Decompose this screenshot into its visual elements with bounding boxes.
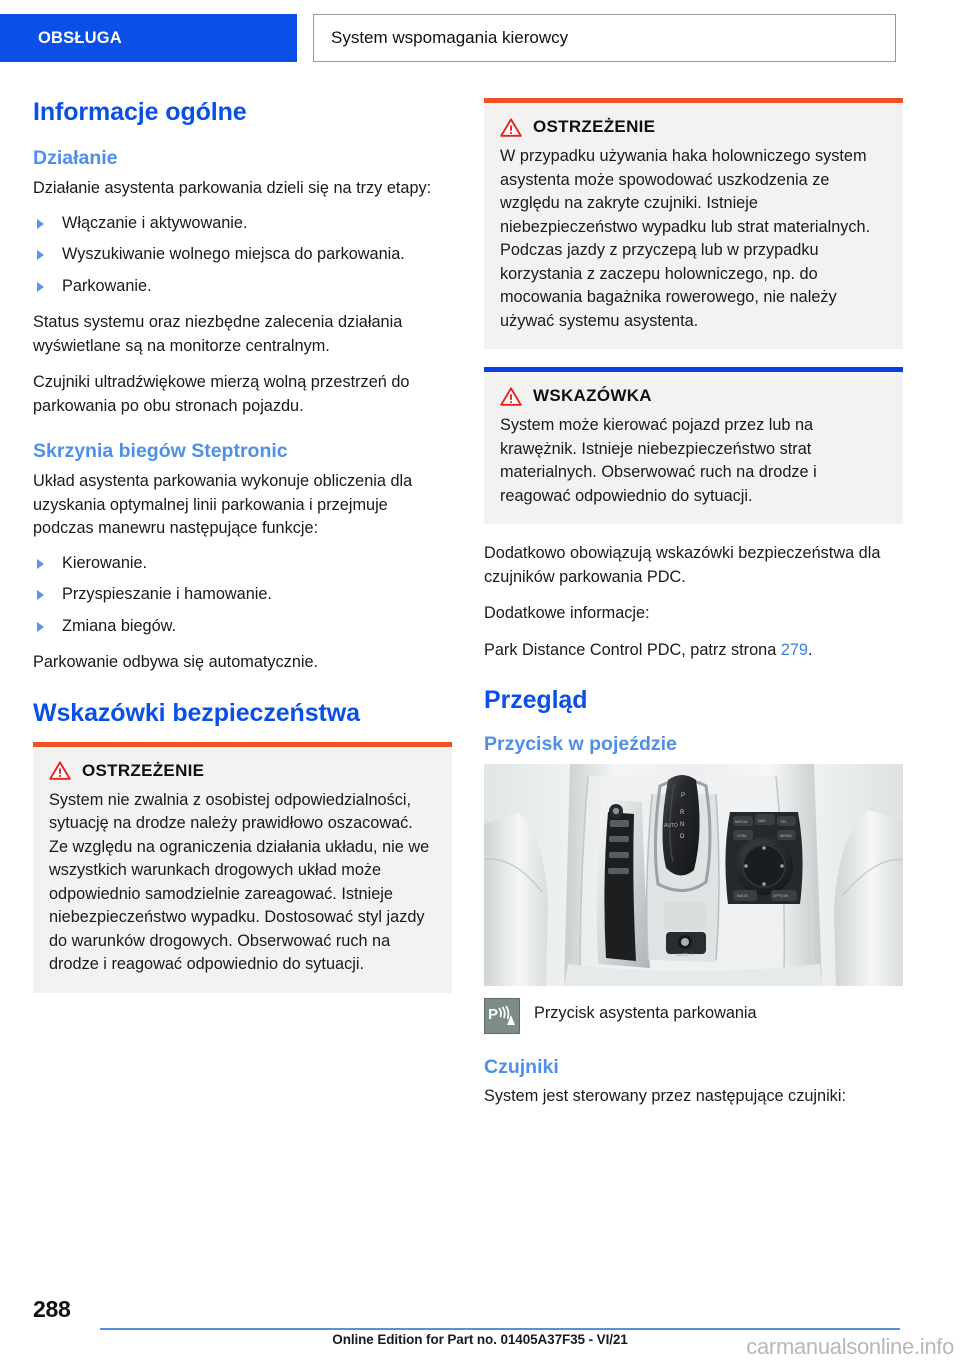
list-item-label: Wyszukiwanie wolnego miejsca do parkowania.	[62, 245, 405, 263]
bullet-triangle-icon	[37, 250, 44, 260]
svg-text:D: D	[680, 834, 685, 840]
warning-callout-right	[484, 98, 903, 349]
figure-caption-row	[484, 998, 903, 1034]
footer-divider	[100, 1328, 900, 1330]
callout-title: OSTRZEŻENIE	[533, 117, 656, 136]
left-column	[33, 98, 452, 1011]
list-item-label: Przyspieszanie i hamowanie.	[62, 585, 272, 603]
list-item	[33, 583, 452, 607]
callout-header	[500, 386, 887, 406]
paragraph-dodatkowe-informacje: Dodatkowe informacje:	[484, 604, 650, 622]
heading-czujniki: Czujniki	[484, 1056, 559, 1078]
list-item	[33, 212, 452, 236]
heading-przycisk-w-pojezdzie: Przycisk w pojeździe	[484, 733, 677, 755]
bullet-triangle-icon	[37, 622, 44, 632]
page-header	[0, 14, 960, 62]
list-item	[33, 275, 452, 299]
warning-triangle-icon	[49, 761, 71, 780]
warning-callout-left	[33, 742, 452, 993]
reference-suffix: .	[807, 640, 813, 659]
bullet-triangle-icon	[37, 219, 44, 229]
callout-title: WSKAZÓWKA	[533, 386, 652, 405]
list-item	[33, 615, 452, 639]
paragraph-dodatkowo: Dodatkowo obowiązują wskazówki bezpieczeństwa dla czujników parkowania PDC.	[484, 544, 881, 586]
warning-triangle-icon	[500, 118, 522, 137]
pdc-park-button-icon	[484, 998, 520, 1034]
paragraph-steptronic-intro: Układ asystenta parkowania wykonuje obliczenia dla uzyskania optymalnej linii parkowania i przejmuje podczas manewru następujące funkcje:	[33, 472, 413, 537]
warning-triangle-icon	[500, 387, 522, 406]
list-item-label: Włączanie i aktywowanie.	[62, 213, 248, 232]
svg-text:MENU: MENU	[780, 833, 792, 838]
paragraph-czujniki-ultra: Czujniki ultradźwiękowe mierzą wolną przestrzeń do parkowania po obu stronach pojazdu.	[33, 373, 410, 415]
paragraph-status-systemu: Status systemu oraz niezbędne zalecenia działania wyświetlane są na monitorze centralnym.	[33, 313, 403, 355]
svg-text:OPTION: OPTION	[773, 893, 789, 898]
right-column	[484, 98, 903, 1122]
paragraph-dzialanie-intro: Działanie asystenta parkowania dzieli się na trzy etapy:	[33, 179, 432, 197]
svg-text:N: N	[680, 822, 685, 828]
svg-text:R: R	[680, 810, 685, 816]
svg-text:P: P	[681, 793, 686, 799]
callout-body: System może kierować pojazd przez lub na krawężnik. Istnieje niebezpieczeństwo strat materialnych. Obserwować ruch na drodze i reagować odpowiednio do sytuacji.	[500, 416, 817, 505]
heading-steptronic: Skrzynia biegów Steptronic	[33, 440, 288, 462]
svg-text:TEL: TEL	[780, 819, 788, 824]
pdc-icon-glyph	[485, 999, 519, 1033]
header-section-title: System wspomagania kierowcy	[313, 14, 896, 62]
paragraph-parkowanie-auto: Parkowanie odbywa się automatycznie.	[33, 653, 319, 671]
svg-text:NAV: NAV	[758, 818, 766, 823]
list-dzialanie-steps	[33, 212, 452, 299]
svg-text:P: P	[488, 1006, 499, 1023]
site-watermark: carmanualsonline.info	[746, 1334, 954, 1359]
heading-dzialanie: Działanie	[33, 147, 118, 169]
svg-text:AUTO H: AUTO H	[676, 952, 693, 957]
bullet-triangle-icon	[37, 559, 44, 569]
list-item-label: Parkowanie.	[62, 276, 152, 295]
paragraph-pdc-reference	[484, 639, 903, 663]
callout-title: OSTRZEŻENIE	[82, 760, 205, 780]
page-footer	[0, 1280, 960, 1362]
paragraph-czujniki: System jest sterowany przez następujące czujniki:	[484, 1087, 846, 1105]
svg-text:BACK: BACK	[737, 893, 748, 898]
list-item-label: Kierowanie.	[62, 553, 148, 572]
header-chapter-tab: OBSŁUGA	[0, 14, 297, 62]
bullet-triangle-icon	[37, 282, 44, 292]
callout-body: System nie zwalnia z osobistej odpowiedzialności, sytuację na drodze należy prawidłowo oszacować. Ze względu na ograniczenia działania układu, nie we wszystkich warunkach drogowych układ może odpowiednio samodzielnie zareagować. Istnieje niebezpieczeństwo wypadku. Dostosować styl jazdy do warunków drogowych. Obserwować ruch na drodze i reagować odpowiednio do sytuacji.	[49, 790, 430, 973]
svg-text:MEDIA: MEDIA	[735, 819, 748, 824]
center-console-photo	[484, 764, 903, 986]
callout-body: W przypadku używania haka holowniczego system asystenta może spowodować uszkodzenia ze względu na zakryte czujniki. Istnieje niebezpieczeństwo wypadku lub strat materialnych. Podczas jazdy z przyczepą lub w przypadku korzystania z zaczepu holowniczego, np. do mocowania bagażnika rowerowego, nie należy używać systemu asystenta.	[500, 147, 871, 330]
callout-header	[49, 761, 436, 781]
callout-header	[500, 117, 887, 137]
footer-edition-note: Online Edition for Part no. 01405A37F35 - VI/21	[332, 1332, 628, 1347]
list-item	[33, 243, 452, 267]
note-callout-right	[484, 367, 903, 524]
svg-text:AUTO: AUTO	[664, 823, 678, 829]
console-illustration	[484, 764, 903, 986]
list-item-label: Zmiana biegów.	[62, 616, 177, 635]
heading-przeglad: Przegląd	[484, 686, 588, 714]
heading-wskazowki-bezpieczenstwa: Wskazówki bezpieczeństwa	[33, 698, 360, 727]
list-item	[33, 552, 452, 576]
page-reference-link[interactable]: 279	[780, 640, 808, 659]
list-steptronic-functions	[33, 552, 452, 639]
svg-text:COM: COM	[737, 833, 747, 838]
page-title: Informacje ogólne	[33, 98, 247, 126]
reference-prefix: Park Distance Control PDC, patrz strona	[484, 640, 781, 659]
bullet-triangle-icon	[37, 590, 44, 600]
figure-caption-text: Przycisk asystenta parkowania	[534, 1004, 757, 1022]
page-number: 288	[33, 1296, 71, 1322]
